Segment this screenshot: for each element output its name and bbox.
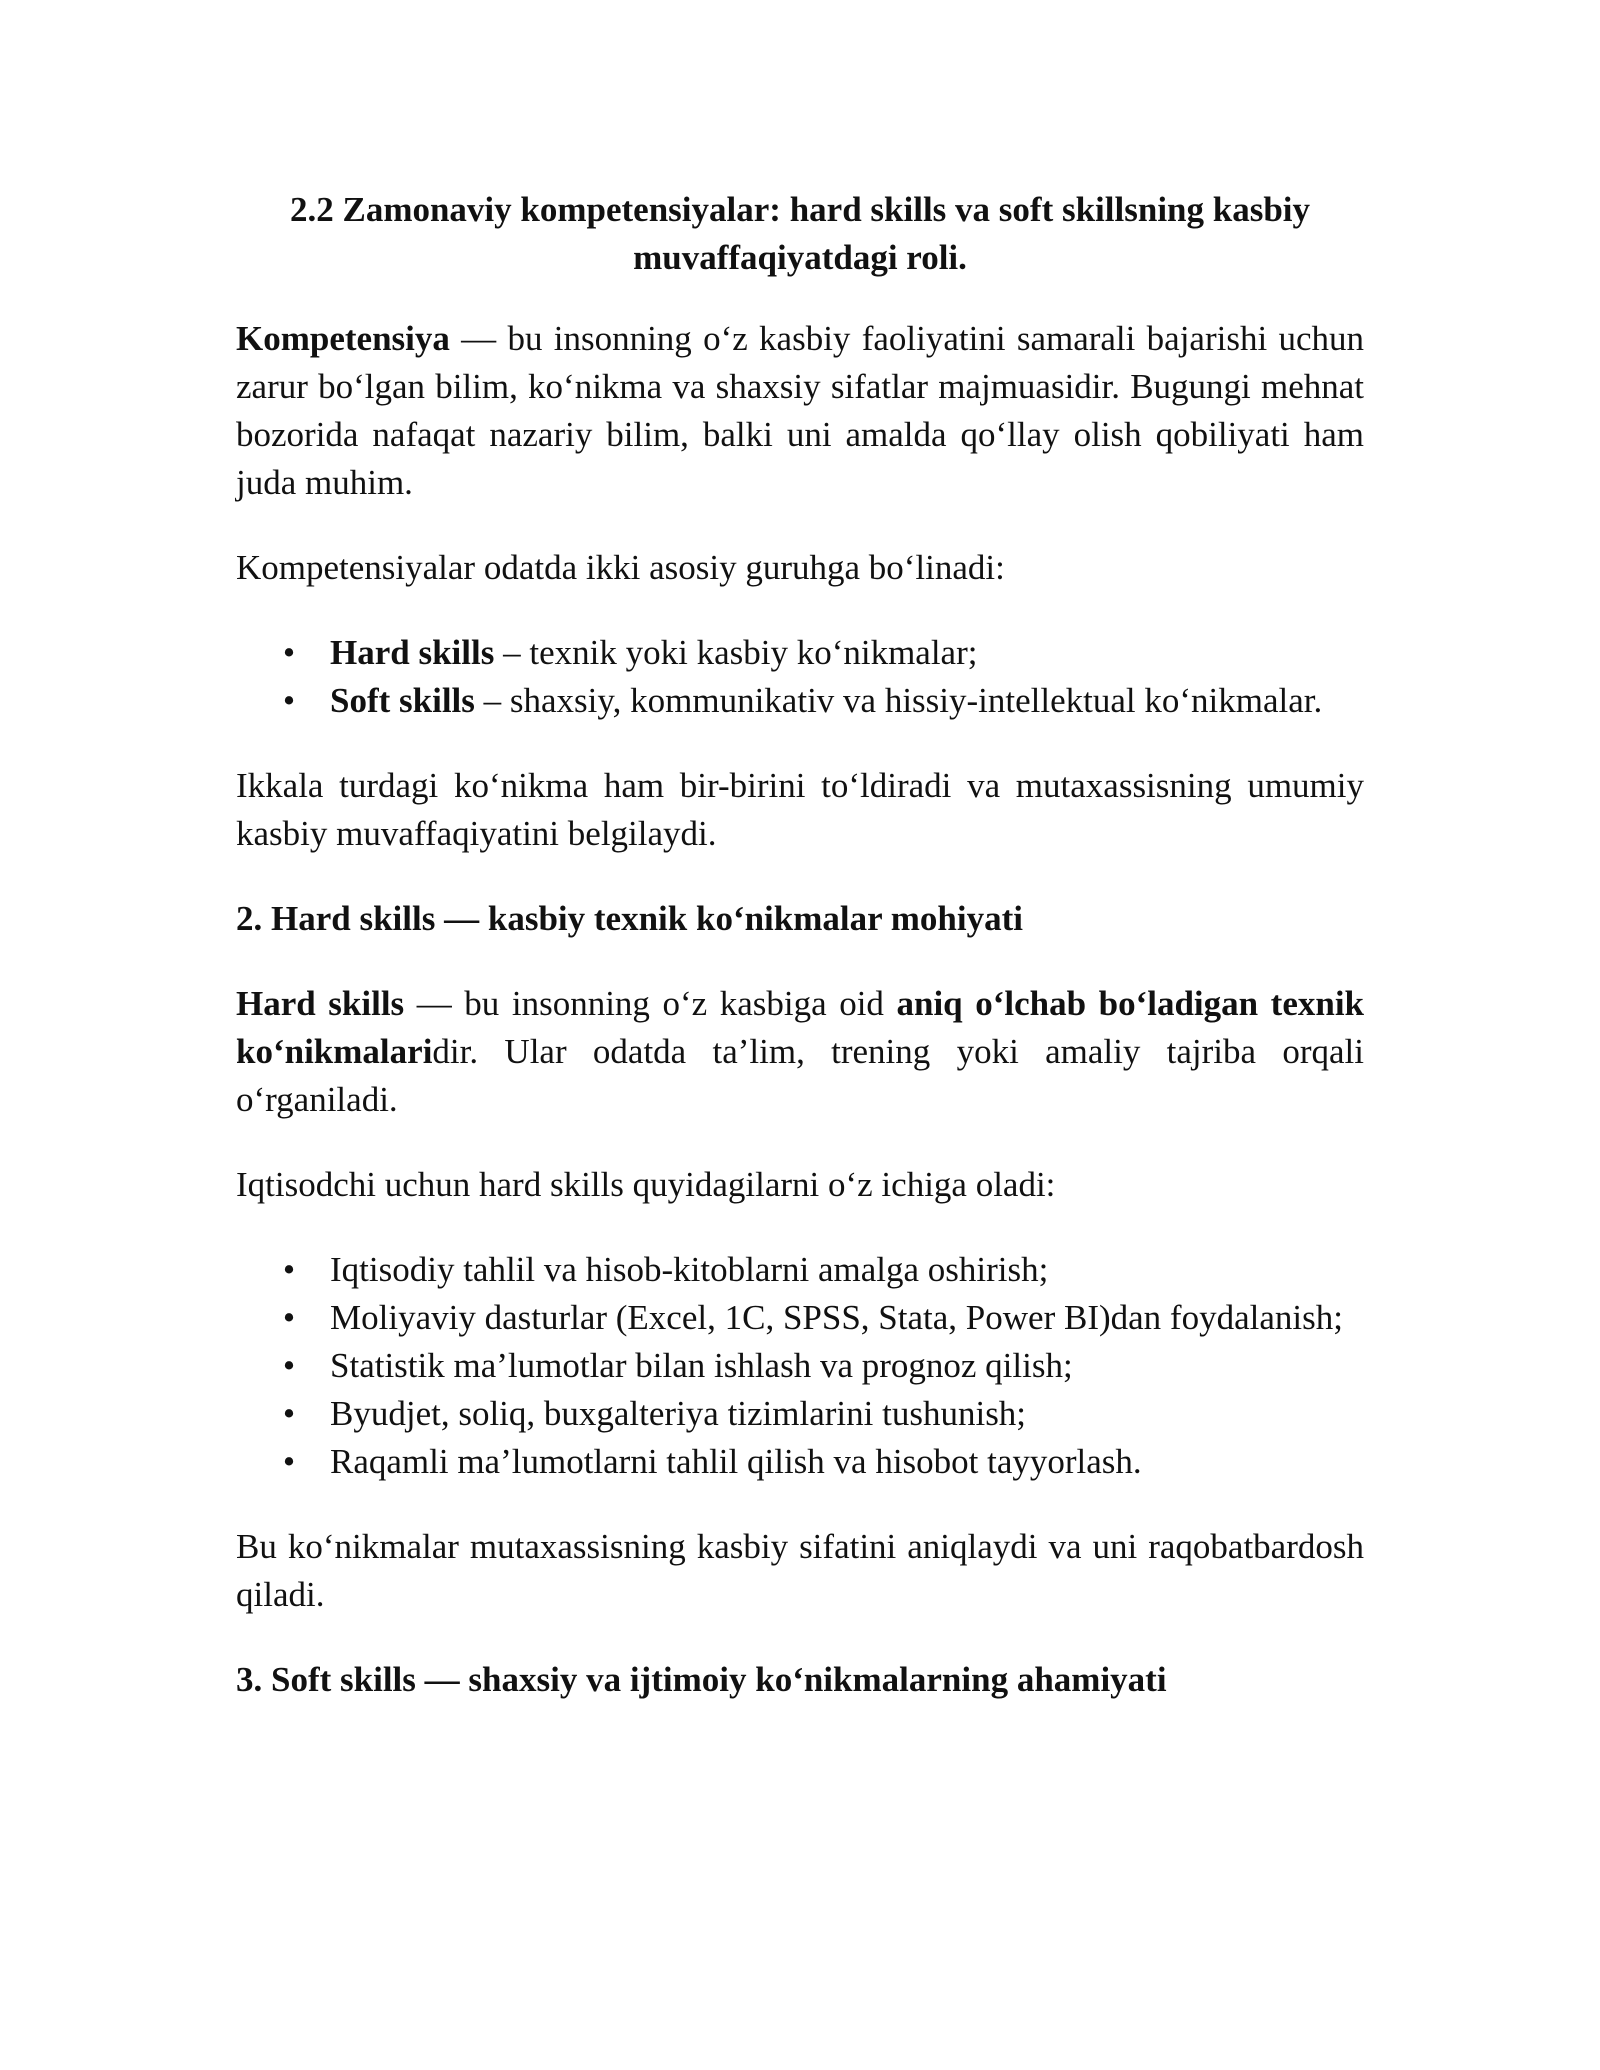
page-title: 2.2 Zamonaviy kompetensiyalar: hard skills va soft skillsning kasbiy muvaffaqiyatdagi roli. [289,190,1311,277]
list-item-text: Statistik ma’lumotlar bilan ishlash va prognoz qilish; [330,1346,1073,1385]
group-text: – texnik yoki kasbiy ko‘nikmalar; [494,633,978,672]
section-heading-hard-skills: 2. Hard skills — kasbiy texnik ko‘nikmalar mohiyati [236,899,1024,938]
def-term: Hard skills [236,984,405,1023]
hard-skills-list-intro: Iqtisodchi uchun hard skills quyidagilarni o‘z ichiga oladi: [236,1165,1056,1204]
hard-skills-definition [236,980,1364,1124]
list-item-text: Iqtisodiy tahlil va hisob-kitoblarni amalga oshirish; [330,1250,1049,1289]
bullet-icon: • [282,1346,296,1385]
list-item [236,1390,1364,1438]
def-text-end: dir. Ular odatda ta’lim, trening yoki amaliy tajriba orqali o‘rganiladi. [236,1032,1364,1119]
hard-skills-list [236,1246,1364,1486]
list-item [236,1342,1364,1390]
bullet-icon: • [282,1442,296,1481]
groups-intro: Kompetensiyalar odatda ikki asosiy guruhga bo‘linadi: [236,548,1005,587]
bullet-icon: • [282,1298,296,1337]
groups-conclusion: Ikkala turdagi ko‘nikma ham bir-birini to‘ldiradi va mutaxassisning umumiy kasbiy muvaffaqiyatini belgilaydi. [236,766,1364,853]
def-bold: aniq o‘lchab bo‘ladigan texnik ko‘nikmalari [236,984,1365,1071]
bullet-icon: • [282,633,296,672]
list-item [236,1246,1364,1294]
list-item-text: Raqamli ma’lumotlarni tahlil qilish va hisobot tayyorlash. [330,1442,1142,1481]
hard-skills-conclusion: Bu ko‘nikmalar mutaxassisning kasbiy sifatini aniqlaydi va uni raqobatbardosh qiladi. [236,1527,1364,1614]
bullet-icon: • [282,681,296,720]
list-item [236,629,1364,677]
intro-text: — bu insonning o‘z kasbiy faoliyatini samarali bajarishi uchun zarur bo‘lgan bilim, ko‘nikma va shaxsiy sifatlar majmuasidir. Bugungi mehnat bozorida nafaqat nazariy bilim, balki uni amalda qo‘llay olish qobiliyati ham juda muhim. [236,319,1364,502]
bullet-icon: • [282,1250,296,1289]
list-item-text: Byudjet, soliq, buxgalteriya tizimlarini tushunish; [330,1394,1027,1433]
list-item [236,1438,1364,1486]
group-term: Soft skills [330,681,475,720]
bullet-icon: • [282,1394,296,1433]
groups-list [236,629,1364,725]
intro-paragraph [236,315,1364,507]
group-term: Hard skills [330,633,495,672]
def-text: — bu insonning o‘z kasbiga oid [404,984,897,1023]
list-item [236,1294,1364,1342]
section-heading-soft-skills: 3. Soft skills — shaxsiy va ijtimoiy ko‘nikmalarning ahamiyati [236,1660,1167,1699]
intro-term: Kompetensiya [236,319,450,358]
list-item-text: Moliyaviy dasturlar (Excel, 1C, SPSS, Stata, Power BI)dan foydalanish; [330,1298,1343,1337]
group-text: – shaxsiy, kommunikativ va hissiy-intellektual ko‘nikmalar. [474,681,1323,720]
document-body [236,186,1364,1741]
list-item [236,677,1364,725]
